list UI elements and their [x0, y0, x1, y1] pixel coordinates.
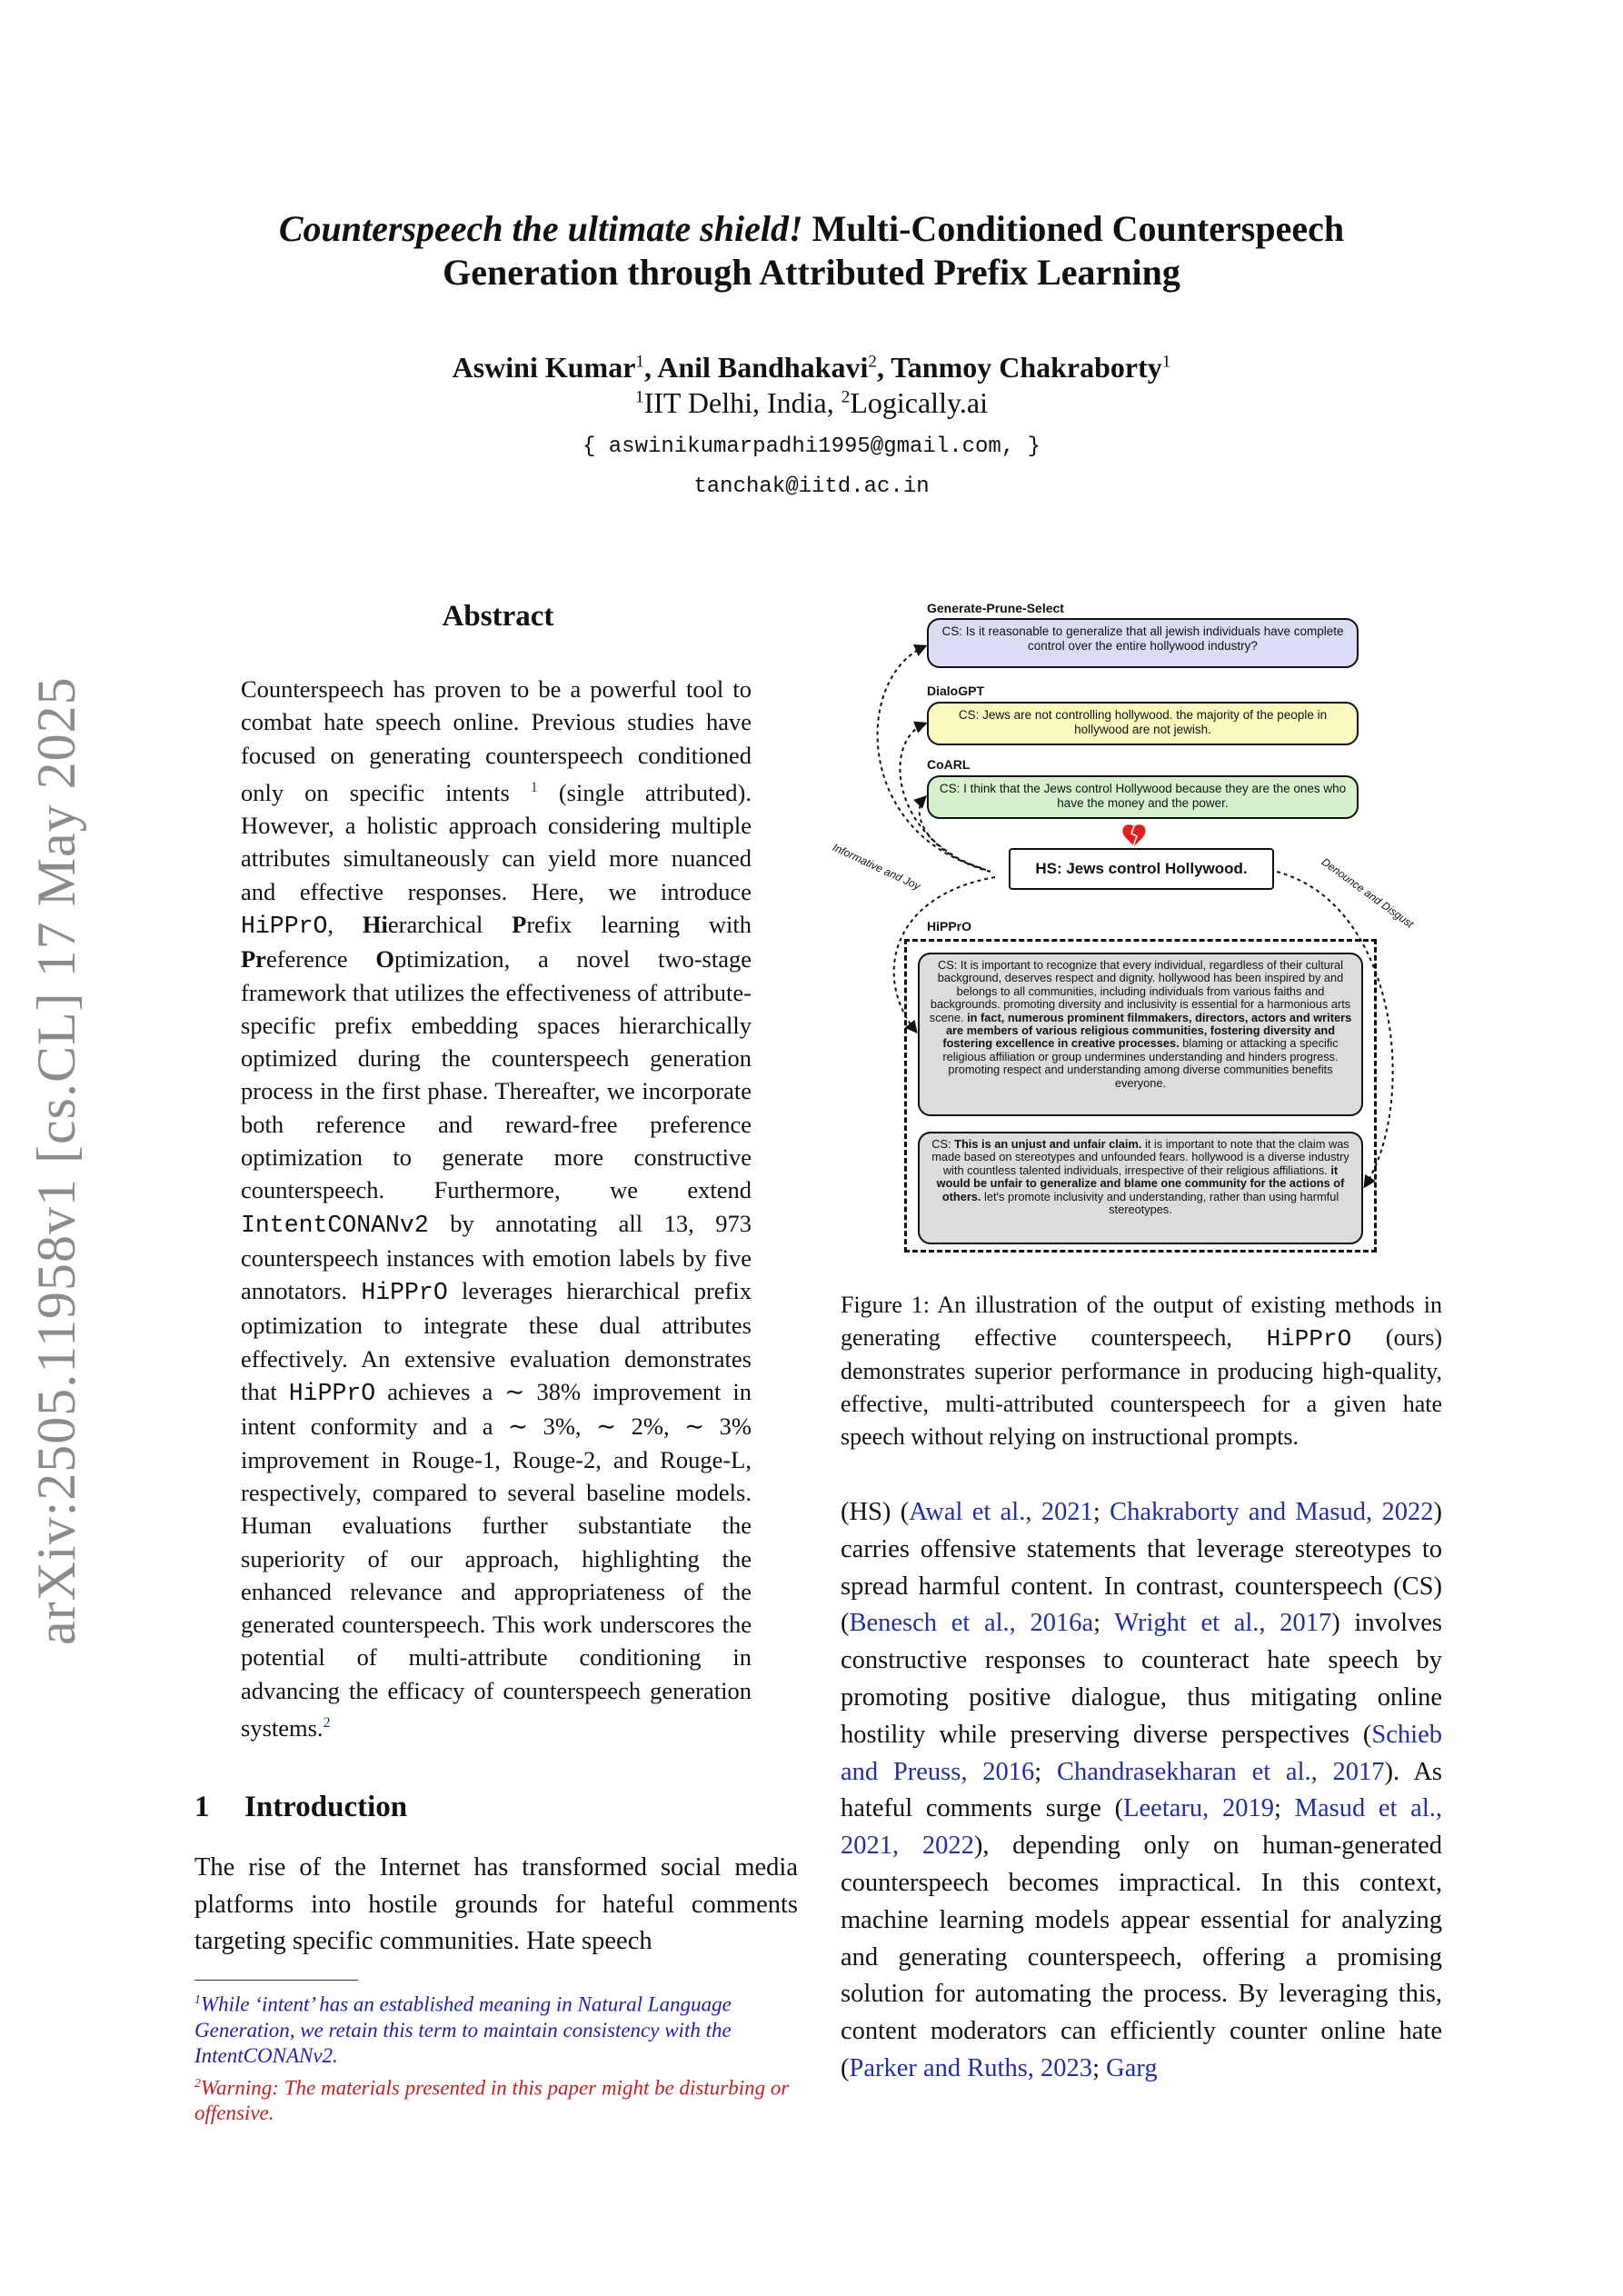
author-list: [182, 351, 1441, 384]
cs-highlight: in fact, numerous prominent filmmakers, directors, actors and writers are members of various religious communities, fostering diversity and fostering excellence in creative processes.: [942, 1010, 1352, 1051]
abstract-heading: Abstract: [442, 600, 554, 633]
caption-text: Figure 1: An illustration of the output of existing methods in generating effective counterspeech,: [841, 1292, 1442, 1351]
affil-mark: 1: [635, 387, 644, 407]
body-text: (HS) (: [841, 1498, 910, 1526]
hippro-counterspeech-2: [918, 1132, 1363, 1244]
footnote-1: [194, 1987, 798, 2069]
intro-paragraph: The rise of the Internet has transformed social media platforms into hostile grounds for hateful comments targeting specific communities. Hate speech: [194, 1853, 798, 1955]
acronym-letter: Pr: [241, 945, 266, 973]
citation-link[interactable]: Wright et al., 2017: [1114, 1609, 1332, 1638]
abstract-text: by annotating all 13, 973 counterspeech instances with emotion labels by five annotators.: [241, 1209, 752, 1305]
gps-label: Generate-Prune-Select: [927, 601, 1064, 615]
author-affil-mark: 2: [868, 352, 877, 372]
title-line-2: Generation through Attributed Prefix Learning: [443, 252, 1180, 293]
model-name: HiPPrO: [241, 912, 328, 940]
model-name: HiPPrO: [1266, 1325, 1352, 1353]
body-text: ;: [1092, 2053, 1107, 2082]
abstract-text: leverages hierarchical prefix optimization to integrate these dual attributes effectively. An extensive evaluation demonstrates that: [241, 1277, 752, 1406]
cs-text: CS:: [931, 1137, 955, 1151]
cs-highlight: it would be unfair to generalize and blame one community for the actions of others.: [936, 1163, 1345, 1203]
acronym-letter: O: [375, 945, 394, 973]
citation-link[interactable]: Chakraborty and Masud, 2022: [1110, 1498, 1434, 1526]
footnote-mark: 1: [194, 1992, 201, 2006]
hate-speech-box: HS: Jews control Hollywood.: [1009, 848, 1274, 890]
citation-link[interactable]: Schieb and Preuss, 2016: [841, 1720, 1442, 1786]
body-text: ), depending only on human-generated counterspeech becomes impractical. In this context, machine learning models appear essential for analyzing and generating counterspeech, offering a promising solution for automating the process. By leveraging this, content moderators can efficiently counter online hate (: [841, 1832, 1442, 2082]
affiliations: [182, 386, 1441, 420]
body-text: ). As hateful comments surge (: [841, 1757, 1443, 1823]
footnote-text: While ‘intent’ has an established meaning in Natural Language Generation, we retain this term to maintain consistency with the IntentCONANv2.: [194, 1992, 732, 2067]
denounce-disgust-label: Denounce and Disgust: [1319, 855, 1417, 931]
figure-1: [831, 595, 1445, 1268]
abstract-text: refix learning with: [526, 910, 752, 938]
body-text: ;: [1093, 1609, 1115, 1638]
citation-link[interactable]: Awal et al., 2021: [909, 1498, 1093, 1526]
coarl-label: CoARL: [927, 757, 971, 772]
section-title: Introduction: [244, 1791, 408, 1823]
body-text: ;: [1092, 1498, 1110, 1526]
cs-highlight: This is an unjust and unfair claim.: [954, 1137, 1142, 1151]
abstract-text: erarchical: [387, 910, 513, 938]
body-text: ;: [1034, 1757, 1057, 1786]
author-name: Anil Bandhakavi: [657, 351, 869, 384]
cs-text: it is important to note that the claim was made based on stereotypes and unfounded fears. hollywood is a diverse industry with countless talented individuals, irrespective of their religious affiliations.: [931, 1137, 1349, 1177]
gps-counterspeech-box: CS: Is it reasonable to generalize that all jewish individuals have complete control over the entire hollywood industry?: [927, 618, 1359, 668]
title-line-1: [182, 207, 1441, 251]
author-separator: ,: [876, 351, 891, 384]
email-line-2[interactable]: tanchak@iitd.ac.in: [693, 474, 930, 499]
informative-joy-label: Informative and Joy: [831, 841, 922, 893]
author-affil-mark: 1: [1161, 352, 1171, 372]
citation-link[interactable]: Garg: [1106, 2053, 1158, 2082]
right-column-paragraph: [841, 1494, 1442, 2088]
footnote-mark: 2: [194, 2075, 201, 2090]
acronym-letter: P: [512, 910, 527, 938]
section-number: 1: [194, 1791, 210, 1823]
footnote-2: [194, 2071, 798, 2127]
caption-text: (ours) demonstrates superior performance in producing high-quality, effective, multi-attributed counterspeech for a given hate speech without relying on instructional prompts.: [841, 1324, 1443, 1450]
author-separator: ,: [644, 351, 658, 384]
abstract-text: ptimization, a novel two-stage framework that utilizes the effectiveness of attribute-specific prefix embedding spaces hierarchically optimized during the counterspeech generation process in the first phase. Thereafter, we incorporate both reference and reward-free preference optimization to generate more constructive counterspeech. Furthermore, we extend: [241, 945, 752, 1204]
affil-institution: IIT Delhi, India,: [643, 386, 841, 419]
abstract-text: eference: [265, 945, 376, 973]
model-name: HiPPrO: [288, 1380, 376, 1408]
author-name: Tanmoy Chakraborty: [891, 351, 1162, 384]
model-name: HiPPrO: [361, 1279, 448, 1307]
broken-heart-icon: [1122, 824, 1145, 846]
paper-title: [182, 207, 1441, 294]
abstract-text: achieves a ∼ 38% improvement in intent conformity and a ∼ 3%, ∼ 2%, ∼ 3% improvement in Rouge-1, Rouge-2, and Rouge-L, respectively, compared to several baseline models. Human evaluations further substantiate the superiority of our approach, highlighting the enhanced relevance and appropriateness of the generated counterspeech. This work underscores the potential of multi-attribute conditioning in advancing the efficacy of counterspeech generation systems.: [241, 1378, 752, 1742]
hippro-counterspeech-1: [918, 953, 1363, 1116]
title-rest: Multi-Conditioned Counterspeech: [802, 208, 1345, 249]
email-line-1[interactable]: { aswinikumarpadhi1995@gmail.com, }: [582, 434, 1041, 459]
coarl-counterspeech-box: CS: I think that the Jews control Hollywood because they are the ones who have the money and the power.: [927, 775, 1359, 819]
section-heading-introduction: [194, 1791, 407, 1824]
arxiv-identifier: arXiv:2505.11958v1 [cs.CL] 17 May 2025: [26, 676, 86, 1645]
author-name: Aswini Kumar: [452, 351, 636, 384]
citation-link[interactable]: Masud et al., 2021, 2022: [841, 1794, 1442, 1861]
citation-link[interactable]: Leetaru, 2019: [1123, 1794, 1274, 1823]
citation-link[interactable]: Parker and Ruths, 2023: [849, 2053, 1093, 2082]
cs-text: blaming or attacking a specific religious affiliation or group undermines understanding and hinders progress. promoting respect and understanding among diverse communities benefits everyone.: [942, 1036, 1339, 1090]
abstract-text: ,: [327, 910, 363, 938]
author-affil-mark: 1: [635, 352, 644, 372]
abstract-text: Counterspeech has proven to be a powerful tool to combat hate speech online. Previous studies have focused on generating counterspeech conditioned only on specific intents: [241, 675, 752, 806]
cs-text: let's promote inclusivity and understanding, rather than using harmful stereotypes.: [981, 1189, 1339, 1217]
dataset-name: IntentCONANv2: [241, 1211, 429, 1239]
citation-link[interactable]: Chandrasekharan et al., 2017: [1056, 1757, 1385, 1786]
abstract-body: [241, 673, 752, 1744]
acronym-letter: Hi: [362, 910, 388, 938]
affil-mark: 2: [841, 387, 851, 407]
body-text: ) involves constructive responses to counteract hate speech by promoting positive dialogue, thus mitigating online hostility while preserving diverse perspectives (: [841, 1609, 1442, 1749]
footnotes: [194, 1987, 798, 2126]
hippro-label: HiPPrO: [927, 919, 972, 933]
abstract-text: (single attributed). However, a holistic approach considering multiple attributes simultaneously can yield more nuanced and effective responses. Here, we introduce: [241, 778, 752, 905]
affil-institution: Logically.ai: [850, 386, 988, 419]
footnote-divider: [194, 1980, 358, 1981]
footnote-ref[interactable]: 1: [530, 779, 538, 795]
cs-text: CS: It is important to recognize that every individual, regardless of their cultural background, deserves respect and dignity. hollywood has been inspired by and belongs to all communities, including individuals from various faiths and backgrounds. promoting diversity and inclusivity is essential for a harmonious arts scene.: [929, 958, 1351, 1024]
footnote-text: Warning: The materials presented in this paper might be disturbing or offensive.: [194, 2076, 790, 2125]
body-text: ;: [1273, 1794, 1295, 1823]
footnote-ref[interactable]: 2: [323, 1715, 331, 1732]
dialogpt-label: DialoGPT: [927, 684, 985, 698]
figure-1-caption: [841, 1289, 1442, 1453]
citation-link[interactable]: Benesch et al., 2016a: [849, 1609, 1094, 1638]
title-italic-part: Counterspeech the ultimate shield!: [278, 208, 803, 249]
body-text: ) carries offensive statements that leverage stereotypes to spread harmful content. In contrast, counterspeech (CS) (: [841, 1498, 1442, 1638]
dialogpt-counterspeech-box: CS: Jews are not controlling hollywood. the majority of the people in hollywood are not jewish.: [927, 702, 1359, 745]
